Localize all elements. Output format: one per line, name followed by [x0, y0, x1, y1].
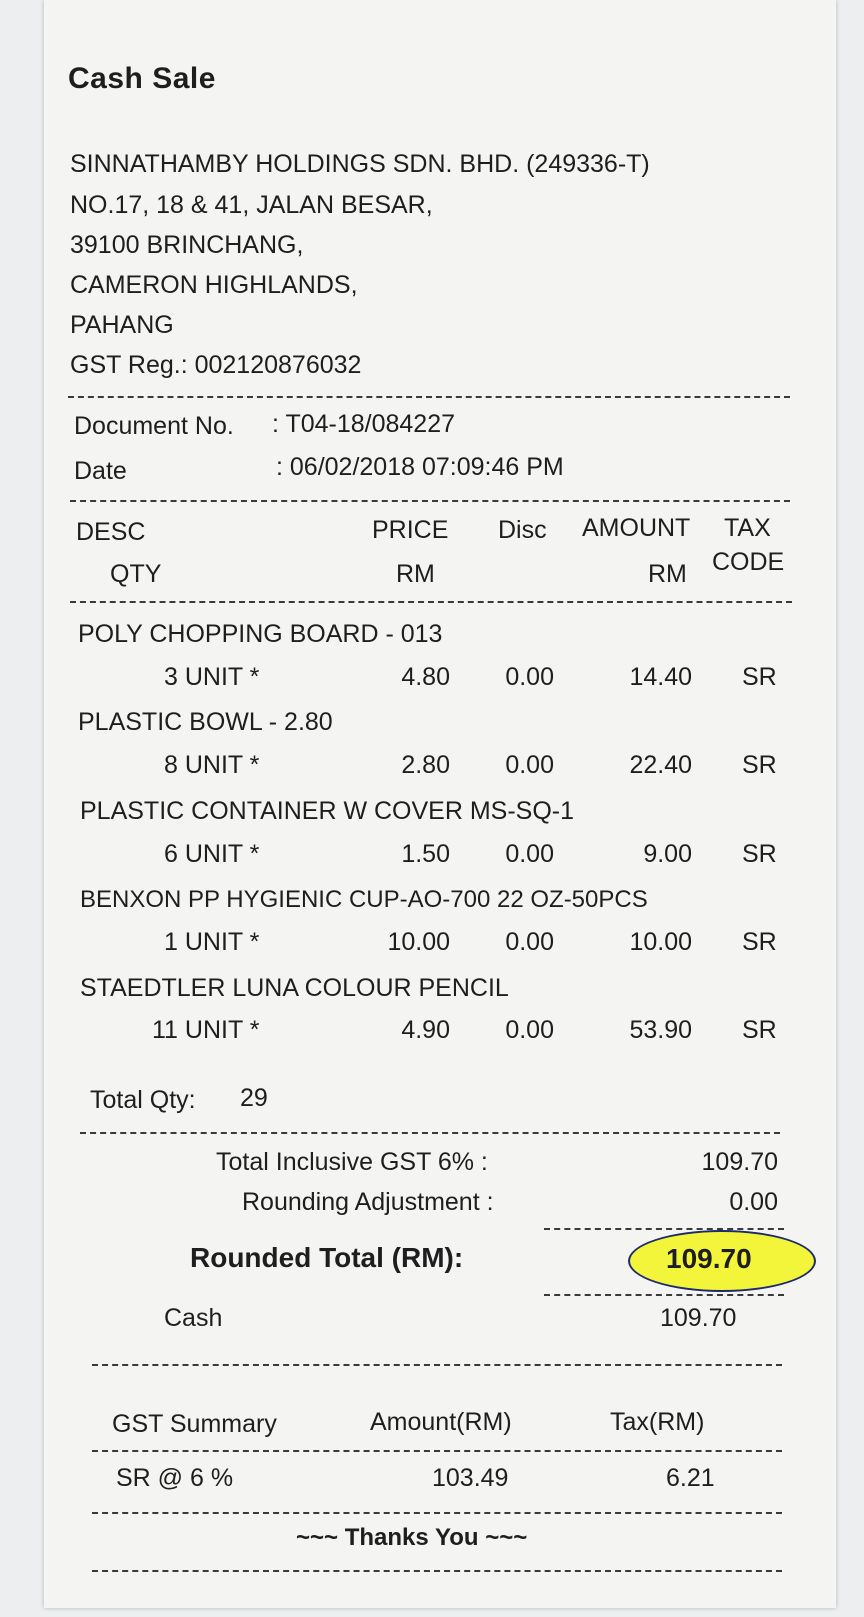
- gst-reg-number: GST Reg.: 002120876032: [70, 351, 362, 379]
- item-tax-code: SR: [742, 751, 777, 779]
- item-tax-code: SR: [742, 928, 777, 956]
- gst-summary-row-tax: 6.21: [666, 1464, 715, 1492]
- item-disc: 0.00: [505, 840, 554, 868]
- rounding-value: 0.00: [729, 1188, 778, 1216]
- divider: [70, 601, 792, 603]
- gst-summary-amount-header: Amount(RM): [370, 1408, 512, 1436]
- rounded-total-label: Rounded Total (RM):: [190, 1242, 464, 1273]
- item-disc: 0.00: [505, 751, 554, 779]
- header-disc: Disc: [498, 516, 547, 544]
- company-address-1: NO.17, 18 & 41, JALAN BESAR,: [70, 191, 433, 219]
- document-no-value: : T04-18/084227: [272, 410, 456, 438]
- item-desc: BENXON PP HYGIENIC CUP-AO-700 22 OZ-50PCS: [80, 886, 648, 913]
- company-address-2: 39100 BRINCHANG,: [70, 231, 304, 259]
- item-desc: POLY CHOPPING BOARD - 013: [78, 620, 443, 648]
- divider: [70, 500, 790, 502]
- divider: [544, 1294, 784, 1296]
- item-tax-code: SR: [742, 840, 777, 868]
- item-amount: 53.90: [629, 1016, 692, 1044]
- item-price: 4.80: [401, 663, 450, 691]
- item-disc: 0.00: [505, 1016, 554, 1044]
- divider: [92, 1364, 782, 1366]
- item-desc: PLASTIC BOWL - 2.80: [78, 708, 333, 736]
- document-no-label: Document No.: [74, 412, 234, 440]
- item-amount: 10.00: [629, 928, 692, 956]
- item-tax-code: SR: [742, 663, 777, 691]
- item-tax-code: SR: [742, 1016, 777, 1044]
- item-price: 10.00: [387, 928, 450, 956]
- cash-value: 109.70: [660, 1304, 737, 1332]
- item-amount: 9.00: [643, 840, 692, 868]
- header-qty: QTY: [110, 560, 162, 588]
- total-qty-value: 29: [240, 1084, 268, 1112]
- gst-summary-row-amount: 103.49: [432, 1464, 509, 1492]
- header-desc: DESC: [76, 518, 146, 546]
- thank-you-footer: ~~~ Thanks You ~~~: [296, 1524, 528, 1551]
- divider: [92, 1450, 782, 1452]
- divider: [68, 396, 790, 398]
- divider: [80, 1132, 780, 1134]
- item-qty: 8 UNIT *: [164, 751, 260, 779]
- item-disc: 0.00: [505, 663, 554, 691]
- item-qty: 6 UNIT *: [164, 840, 260, 868]
- gst-summary-label: GST Summary: [112, 1410, 277, 1438]
- header-amount-unit: RM: [648, 560, 687, 588]
- item-amount: 22.40: [629, 751, 692, 779]
- divider: [544, 1228, 784, 1230]
- item-disc: 0.00: [505, 928, 554, 956]
- company-name: SINNATHAMBY HOLDINGS SDN. BHD. (249336-T): [70, 150, 650, 178]
- company-address-3: CAMERON HIGHLANDS,: [70, 271, 358, 299]
- cash-label: Cash: [164, 1304, 223, 1332]
- total-gst-value: 109.70: [701, 1148, 778, 1176]
- rounding-label: Rounding Adjustment :: [242, 1188, 494, 1216]
- divider: [92, 1512, 782, 1514]
- header-tax-code: CODE: [712, 548, 785, 576]
- date-label: Date: [74, 457, 127, 485]
- header-price: PRICE: [372, 516, 449, 544]
- item-qty: 11 UNIT *: [152, 1016, 260, 1044]
- gst-summary-tax-header: Tax(RM): [610, 1408, 705, 1436]
- date-value: : 06/02/2018 07:09:46 PM: [276, 453, 564, 481]
- item-desc: PLASTIC CONTAINER W COVER MS-SQ-1: [80, 797, 575, 825]
- item-price: 4.90: [401, 1016, 450, 1044]
- total-gst-label: Total Inclusive GST 6% :: [216, 1148, 488, 1176]
- item-price: 2.80: [401, 751, 450, 779]
- gst-summary-row-label: SR @ 6 %: [116, 1464, 234, 1492]
- item-desc: STAEDTLER LUNA COLOUR PENCIL: [80, 974, 509, 1002]
- item-price: 1.50: [401, 840, 450, 868]
- receipt-title: Cash Sale: [68, 62, 216, 95]
- rounded-total-value: 109.70: [666, 1243, 752, 1274]
- item-qty: 1 UNIT *: [164, 928, 260, 956]
- header-amount: AMOUNT: [582, 514, 691, 542]
- divider: [92, 1570, 782, 1572]
- total-qty-label: Total Qty:: [90, 1086, 196, 1114]
- header-tax: TAX: [724, 514, 771, 542]
- header-price-unit: RM: [396, 560, 435, 588]
- company-address-4: PAHANG: [70, 311, 174, 339]
- item-qty: 3 UNIT *: [164, 663, 260, 691]
- item-amount: 14.40: [629, 663, 692, 691]
